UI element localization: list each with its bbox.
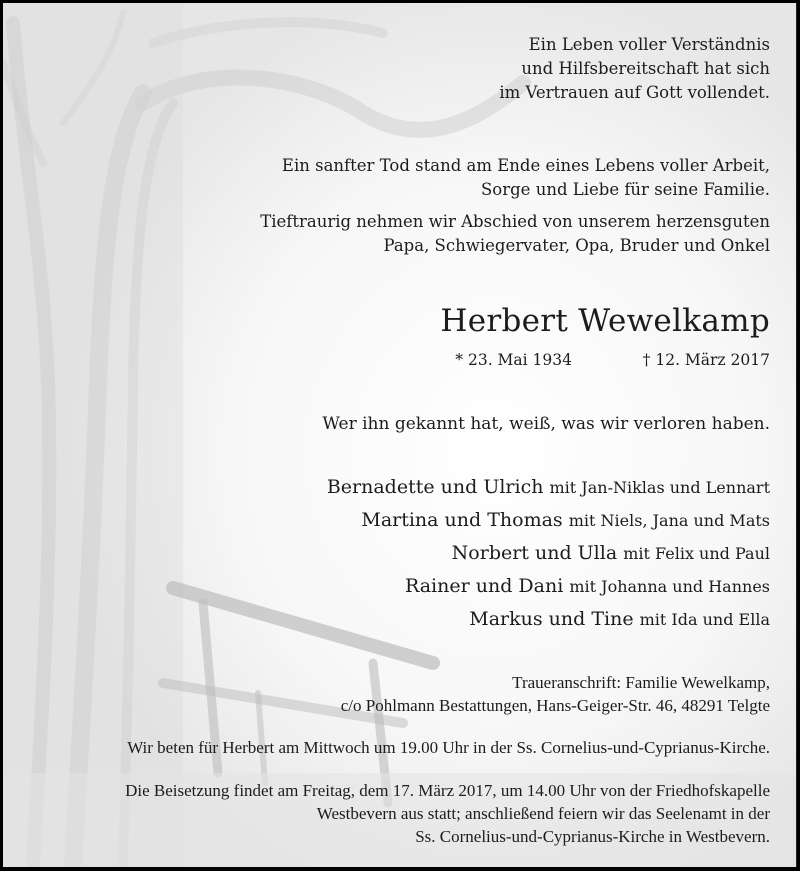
farewell-line: Tieftraurig nehmen wir Abschied von unserem herzensguten — [260, 212, 770, 231]
funeral-line: Die Beisetzung findet am Freitag, dem 17. März 2017, um 14.00 Uhr von der Friedhofskapelle — [125, 781, 770, 800]
family-row — [327, 537, 770, 570]
intro-line: im Vertrauen auf Gott vollendet. — [499, 83, 770, 102]
family-children: mit Felix und Paul — [623, 544, 770, 563]
family-row — [327, 603, 770, 636]
intro-verse — [499, 33, 770, 105]
farewell-line: Papa, Schwiegervater, Opa, Bruder und Onkel — [383, 236, 770, 255]
family-couple: Rainer und Dani — [404, 575, 564, 597]
family-children: mit Ida und Ella — [639, 610, 770, 629]
family-children: mit Niels, Jana und Mats — [568, 511, 770, 530]
family-row — [327, 570, 770, 603]
intro-line: Ein Leben voller Verständnis — [528, 35, 770, 54]
quote: Wer ihn gekannt hat, weiß, was wir verloren haben. — [322, 414, 770, 434]
mourning-address — [341, 671, 770, 717]
tribute-line: Ein sanfter Tod stand am Ende eines Lebens voller Arbeit, — [281, 156, 770, 175]
family-row — [327, 504, 770, 537]
death-date: † 12. März 2017 — [642, 351, 770, 369]
birth-date: * 23. Mai 1934 — [455, 351, 572, 369]
family-couple: Bernadette und Ulrich — [326, 476, 544, 498]
family-couple: Norbert und Ulla — [451, 542, 618, 564]
intro-line: und Hilfsbereitschaft hat sich — [521, 59, 770, 78]
family-row — [327, 471, 770, 504]
family-list — [327, 471, 770, 636]
obituary-notice — [3, 3, 797, 867]
tribute-text — [282, 154, 770, 202]
farewell-text — [260, 210, 770, 258]
funeral-line: Ss. Cornelius-und-Cyprianus-Kirche in Westbevern. — [415, 827, 770, 846]
address-line: Traueranschrift: Familie Wewelkamp, — [512, 673, 770, 692]
prayer-notice: Wir beten für Herbert am Mittwoch um 19.00 Uhr in der Ss. Cornelius-und-Cyprianus-Kirche. — [127, 738, 770, 757]
address-line: c/o Pohlmann Bestattungen, Hans-Geiger-Str. 46, 48291 Telgte — [340, 696, 770, 715]
family-children: mit Jan-Niklas und Lennart — [549, 478, 770, 497]
family-couple: Markus und Tine — [469, 608, 634, 630]
tribute-line: Sorge und Liebe für seine Familie. — [481, 180, 770, 199]
deceased-name: Herbert Wewelkamp — [440, 303, 770, 339]
family-couple: Martina und Thomas — [361, 509, 563, 531]
funeral-line: Westbevern aus statt; anschließend feiern wir das Seelenamt in der — [316, 804, 770, 823]
funeral-notice — [125, 779, 770, 848]
family-children: mit Johanna und Hannes — [569, 577, 770, 596]
